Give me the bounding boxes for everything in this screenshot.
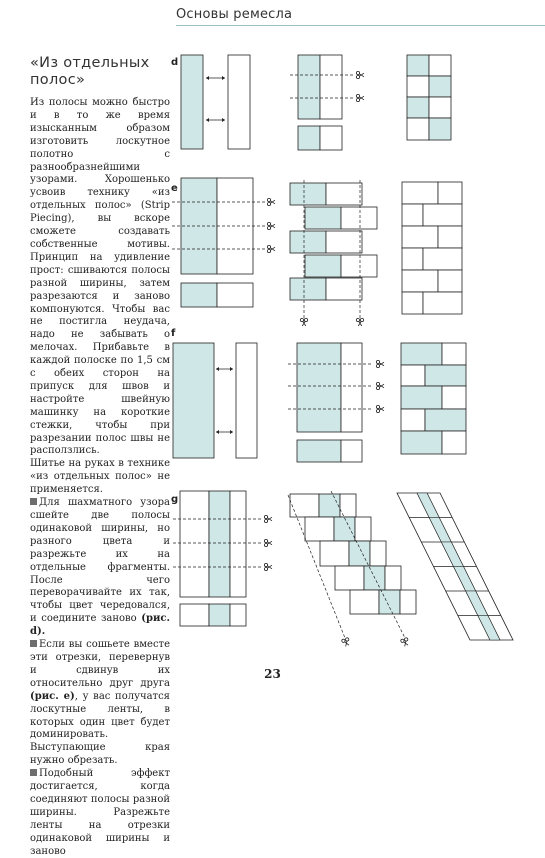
fabric-strip-white [402, 226, 438, 248]
fabric-strip-white [370, 541, 386, 566]
fabric-strip-white [341, 207, 377, 229]
paragraph: Шитье на руках в технике «из отдельных полос» не применяется. [30, 458, 170, 496]
fabric-strip-white [402, 182, 438, 204]
fabric-strip-colored [298, 55, 320, 119]
scissors-icon [264, 539, 272, 546]
fabric-strip-white [429, 55, 451, 76]
fabric-strip-colored [401, 343, 442, 365]
scissors-icon [376, 360, 384, 367]
fabric-strip-white [341, 255, 377, 277]
scissors-icon [376, 405, 384, 412]
fabric-strip-white [326, 183, 362, 205]
scissors-icon [267, 198, 275, 205]
figure-label-d: d [171, 57, 179, 68]
fabric-strip-colored [298, 126, 320, 150]
fabric-strip-white [320, 126, 342, 150]
fabric-strip-colored [305, 255, 341, 277]
paragraph: Из полосы можно быстро и в то же время изысканным образом изготовить лоскутное полотно с разнообразнейшими узорами. Хорошенько усвоив технику «из отдельных полос» (Strip Piecing), вы вскоре сможете создавать собственные мотивы. Принцип на удивление прост: сшиваются полосы разной ширины, затем разрезаются и заново компонуются. Чтобы вас не постигла неудача, надо не забывать о мелочах. Прибавьте в каждой полоске по 1,5 см с обеих сторон на припуск для швов и настройте швейную машинку на короткие стежки, чтобы при разрезании полос швы не расползлись. [30, 97, 170, 457]
fabric-strip-white [423, 248, 462, 270]
fabric-strip-white [341, 440, 362, 462]
fabric-strip-colored [209, 491, 230, 597]
fabric-strip-white [407, 118, 429, 140]
square-bullet-icon [30, 769, 37, 776]
fabric-strip-colored [334, 517, 355, 541]
scissors-icon [267, 222, 275, 229]
fabric-strip-white [326, 278, 362, 300]
fabric-strip-white [350, 590, 379, 614]
page-number: 23 [264, 667, 281, 681]
fabric-strip-colored [290, 183, 326, 205]
scissors-icon [400, 637, 409, 647]
bullet-paragraph: Подобный эффект достигается, когда соединяют полосы разной ширины. Разрежьте ленты на отрезки одинаковой ширины и заново [30, 768, 170, 857]
fabric-strip-white [228, 55, 250, 149]
scissors-icon [264, 515, 272, 522]
scissors-icon [356, 318, 363, 326]
section-title: Основы ремесла [176, 7, 293, 22]
scissors-icon [376, 382, 384, 389]
fabric-strip-white [290, 494, 319, 517]
diagram-shapes [172, 55, 513, 647]
fabric-strip-white [335, 566, 364, 590]
fabric-strip-white [402, 270, 438, 292]
fabric-strip-colored [319, 494, 340, 517]
fabric-strip-colored [349, 541, 370, 566]
article-title: «Из отдельных полос» [30, 55, 150, 88]
fabric-strip-white [442, 343, 466, 365]
fabric-strip-white [423, 292, 462, 314]
fabric-strip-white [401, 409, 425, 431]
fabric-strip-white [217, 283, 253, 307]
scissors-icon [300, 318, 307, 326]
fabric-strip-white [407, 76, 429, 97]
fabric-strip-white [236, 343, 257, 458]
scissors-icon [356, 71, 364, 78]
scissors-icon [267, 245, 275, 252]
fabric-strip-white [438, 270, 462, 292]
fabric-strip-white [402, 292, 423, 314]
fabric-strip-colored [407, 55, 429, 76]
scissors-icon [264, 563, 272, 570]
fabric-strip-white [320, 541, 349, 566]
bullet-paragraph: Для шахматного узора сшейте две полосы одинаковой ширины, но разного цвета и разрежьте их на отдельные фрагменты. После чего переворачивайте их так, чтобы цвет чередовался, и соедините заново (рис. d). [30, 497, 170, 638]
fabric-strip-colored [429, 76, 451, 97]
fabric-strip-colored [401, 431, 442, 454]
fabric-strip-colored [290, 278, 326, 300]
fabric-strip-white [320, 55, 342, 119]
fabric-strip-white [400, 590, 416, 614]
fabric-strip-white [180, 604, 209, 626]
fabric-strip-white [341, 343, 362, 432]
fabric-strip-colored [425, 409, 466, 431]
fabric-strip-colored [181, 283, 217, 307]
fabric-strip-white [385, 566, 401, 590]
fabric-strip-white [442, 431, 466, 454]
scissors-icon [341, 637, 350, 647]
fabric-strip-colored [425, 365, 466, 386]
fabric-strip-white [438, 182, 462, 204]
fabric-strip-white [305, 517, 334, 541]
fabric-strip-white [402, 204, 423, 226]
fabric-strip-white [230, 604, 246, 626]
figure-label-e: e [171, 183, 178, 194]
scissors-icon [356, 94, 364, 101]
fabric-strip-colored [297, 440, 341, 462]
fabric-strip-white [355, 517, 371, 541]
fabric-strip-white [423, 204, 462, 226]
fabric-strip-colored [407, 97, 429, 118]
fabric-strip-colored [181, 55, 203, 149]
figure-label-f: f [171, 328, 176, 339]
fabric-strip-colored [401, 386, 442, 409]
fabric-strip-white [402, 248, 423, 270]
fabric-strip-colored [173, 343, 214, 458]
fabric-strip-white [438, 226, 462, 248]
fabric-strip-colored [209, 604, 230, 626]
fabric-strip-colored [305, 207, 341, 229]
fabric-strip-white [442, 386, 466, 409]
fabric-strip-colored [297, 343, 341, 432]
fabric-strip-white [429, 97, 451, 118]
fabric-strip-white [230, 491, 246, 597]
fabric-strip-white [180, 491, 209, 597]
fabric-strip-colored [429, 118, 451, 140]
fabric-strip-colored [290, 231, 326, 253]
bullet-paragraph: Если вы сошьете вместе эти отрезки, перевернув и сдвинув их относительно друг друга (рис. e), у вас получатся лоскутные ленты, в которых один цвет будет доминировать. Выступающие края нужно обрезать. [30, 639, 170, 767]
fabric-strip-white [401, 365, 425, 386]
figure-label-g: g [171, 494, 179, 505]
fabric-strip-colored [379, 590, 400, 614]
fabric-strip-white [326, 231, 362, 253]
